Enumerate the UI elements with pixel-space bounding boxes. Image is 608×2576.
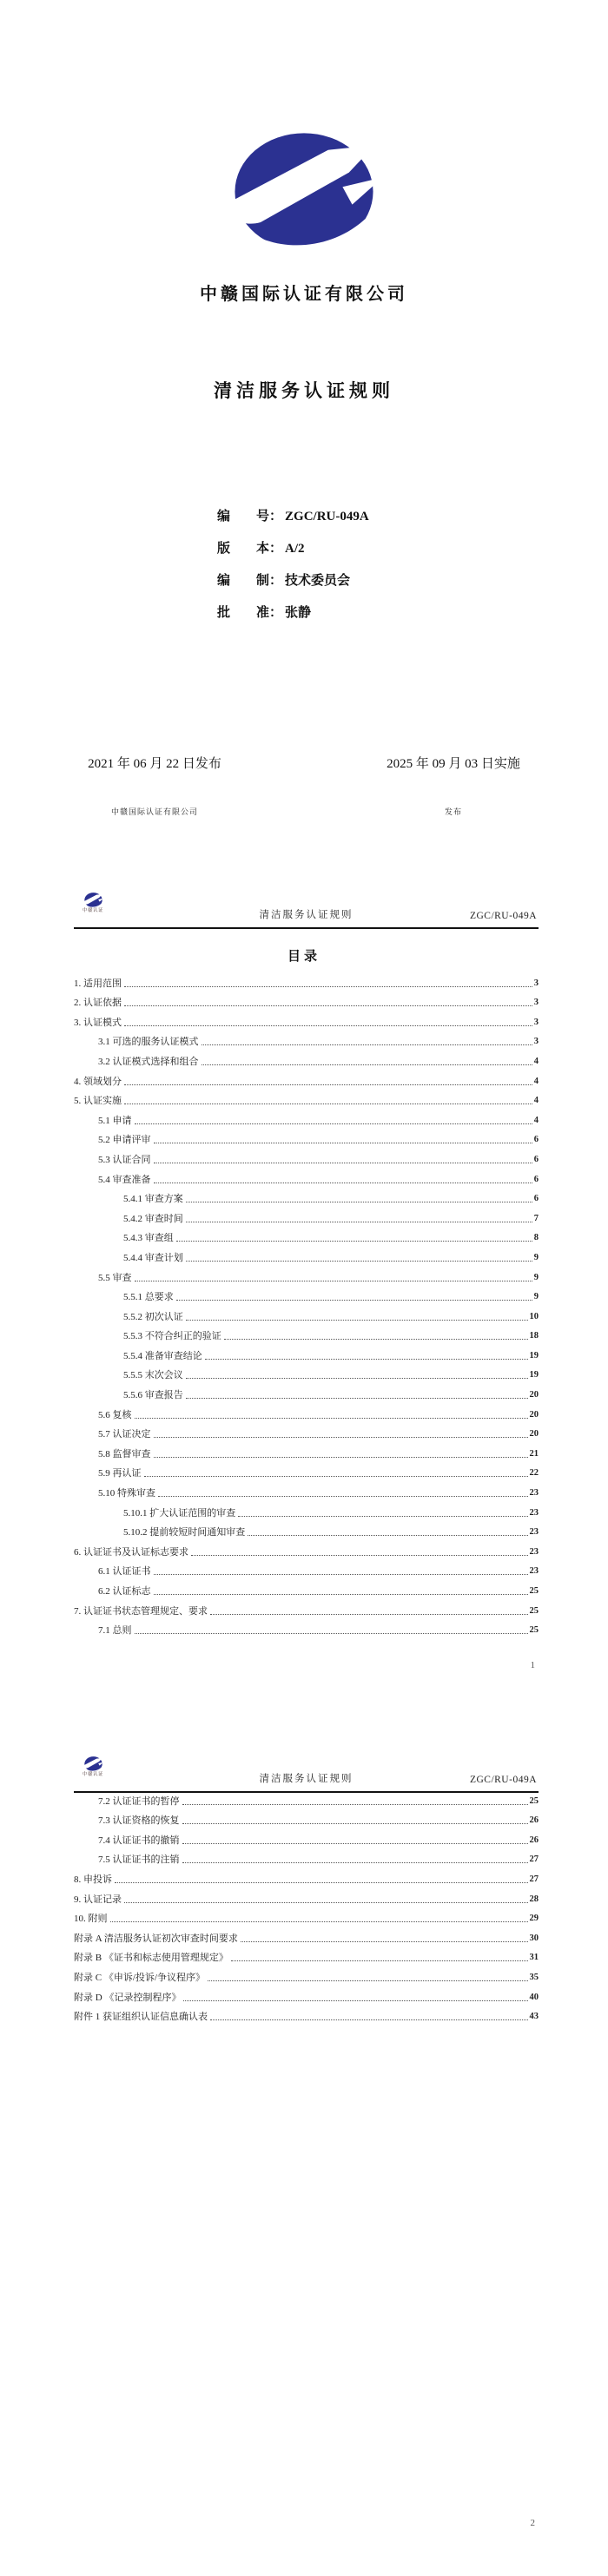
toc-entry bbox=[74, 1617, 539, 1637]
toc-dots bbox=[110, 1921, 528, 1922]
meta-label: 编 号： bbox=[217, 510, 283, 524]
toc-page-number: 6 bbox=[533, 1135, 539, 1145]
toc-entry bbox=[74, 1925, 539, 1945]
toc-entry-text: 5.3 认证合同 bbox=[98, 1154, 151, 1165]
toc-entry bbox=[74, 1886, 539, 1906]
toc-dots bbox=[186, 1378, 528, 1379]
toc-entry bbox=[74, 1558, 539, 1578]
toc-dots bbox=[124, 1005, 532, 1006]
toc-page-number: 25 bbox=[529, 1605, 539, 1616]
toc-page-number: 40 bbox=[529, 1992, 539, 2002]
toc-entry-text: 附录 D 《记录控制程序》 bbox=[74, 1992, 182, 2003]
toc-entry-text: 5.4.1 审查方案 bbox=[123, 1194, 183, 1205]
toc-entry-text: 6.2 认证标志 bbox=[98, 1586, 151, 1597]
implement-date: 2025 年 09 月 03 日实施 bbox=[387, 757, 520, 771]
toc-entry-text: 5.5.6 审查报告 bbox=[123, 1390, 183, 1401]
toc-page-number: 43 bbox=[529, 2012, 539, 2022]
toc-entry bbox=[74, 1009, 539, 1029]
company-name: 中赣国际认证有限公司 bbox=[200, 285, 408, 304]
toc-page-number: 22 bbox=[529, 1468, 539, 1479]
toc-entry bbox=[74, 1205, 539, 1225]
toc-entry-text: 3.1 可选的服务认证模式 bbox=[98, 1037, 199, 1048]
toc-dots bbox=[124, 986, 532, 987]
toc-page-number: 6 bbox=[533, 1194, 539, 1204]
toc-page-2 bbox=[0, 1741, 608, 2576]
toc-dots bbox=[241, 1941, 528, 1942]
toc-page-number: 25 bbox=[529, 1795, 539, 1806]
meta-value: 张静 bbox=[285, 606, 312, 620]
toc-page-number: 3 bbox=[533, 1017, 539, 1027]
toc-dots bbox=[182, 1862, 528, 1863]
toc-page-number: 18 bbox=[529, 1331, 539, 1341]
toc-page-number: 23 bbox=[529, 1566, 539, 1577]
company-logo-icon bbox=[214, 126, 394, 254]
toc-entry bbox=[74, 1538, 539, 1558]
toc-entry bbox=[74, 1244, 539, 1264]
toc-dots bbox=[202, 1044, 532, 1045]
toc-entry bbox=[74, 1186, 539, 1206]
meta-value: A/2 bbox=[285, 542, 305, 556]
toc-entry bbox=[74, 1460, 539, 1480]
toc-page-number: 27 bbox=[529, 1855, 539, 1865]
toc-entry-text: 5.5.2 初次认证 bbox=[123, 1311, 183, 1322]
toc-dots bbox=[210, 2019, 528, 2020]
header-doc-code: ZGC/RU-049A bbox=[469, 1775, 537, 1785]
toc-page-number: 4 bbox=[533, 1056, 539, 1066]
toc-entry bbox=[74, 1225, 539, 1245]
toc-entry bbox=[74, 1499, 539, 1519]
toc-dots bbox=[183, 2000, 527, 2001]
toc-dots bbox=[208, 1980, 528, 1981]
toc-entry-text: 5.10.1 扩大认证范围的审查 bbox=[123, 1507, 236, 1519]
toc-dots bbox=[224, 1339, 528, 1340]
toc-entry bbox=[74, 1284, 539, 1304]
toc-dots bbox=[154, 1594, 528, 1595]
toc-page-number: 9 bbox=[533, 1252, 539, 1262]
toc-entry-text: 5.4 审查准备 bbox=[98, 1174, 151, 1185]
header-doc-code: ZGC/RU-049A bbox=[469, 911, 537, 921]
toc-page-number: 23 bbox=[529, 1546, 539, 1557]
header-doc-title: 清洁服务认证规则 bbox=[259, 1774, 354, 1784]
toc-page-number: 27 bbox=[529, 1874, 539, 1884]
toc-entry bbox=[74, 1906, 539, 1926]
toc-entry-text: 1. 适用范围 bbox=[74, 978, 122, 989]
header-doc-title: 清洁服务认证规则 bbox=[259, 910, 354, 920]
toc-dots bbox=[182, 1823, 528, 1824]
toc-page-number: 25 bbox=[529, 1625, 539, 1636]
toc-entry bbox=[74, 1342, 539, 1362]
toc-dots bbox=[135, 1418, 528, 1419]
toc-page-number: 9 bbox=[533, 1272, 539, 1282]
toc-page-number: 7 bbox=[533, 1213, 539, 1223]
meta-row bbox=[217, 538, 369, 570]
toc-dots bbox=[124, 1902, 528, 1903]
toc-entry-text: 附件 1 获证组织认证信息确认表 bbox=[74, 2012, 208, 2023]
toc-entry-text: 5.7 认证决定 bbox=[98, 1429, 151, 1440]
toc-page-number: 6 bbox=[533, 1154, 539, 1164]
toc-entry bbox=[74, 1847, 539, 1867]
toc-entry bbox=[74, 1127, 539, 1147]
toc-dots bbox=[186, 1261, 532, 1262]
cover-meta-block bbox=[217, 506, 369, 635]
meta-label: 编 制： bbox=[217, 574, 283, 588]
toc-entry-text: 5.5.1 总要求 bbox=[123, 1292, 174, 1303]
toc-dots bbox=[231, 1960, 528, 1961]
toc-dots bbox=[210, 1614, 528, 1615]
toc-entry-text: 3.2 认证模式选择和组合 bbox=[98, 1056, 199, 1067]
toc-page-number: 20 bbox=[529, 1409, 539, 1420]
toc-page-number: 10 bbox=[529, 1311, 539, 1321]
document-title: 清洁服务认证规则 bbox=[214, 380, 394, 401]
toc-dots bbox=[186, 1320, 528, 1321]
toc-entry bbox=[74, 1964, 539, 1984]
toc-entry-text: 6.1 认证证书 bbox=[98, 1566, 151, 1578]
toc-dots bbox=[202, 1064, 532, 1065]
header-logo-caption: 中赣认证 bbox=[82, 908, 103, 913]
toc-entry-text: 7.4 认证证书的撤销 bbox=[98, 1835, 180, 1846]
toc-entry bbox=[74, 1107, 539, 1127]
toc-page-number: 4 bbox=[533, 1115, 539, 1125]
toc-dots bbox=[158, 1496, 528, 1497]
toc-entry bbox=[74, 1519, 539, 1539]
toc-entry bbox=[74, 1479, 539, 1499]
toc-page-number: 29 bbox=[529, 1914, 539, 1924]
toc-dots bbox=[238, 1516, 527, 1517]
toc-page-number: 19 bbox=[529, 1350, 539, 1360]
toc-dots bbox=[144, 1476, 528, 1477]
toc-page-number: 28 bbox=[529, 1894, 539, 1904]
toc-page-number: 9 bbox=[533, 1292, 539, 1302]
cover-footer-publish: 发布 bbox=[444, 807, 462, 816]
toc-entry bbox=[74, 1945, 539, 1965]
toc-list-part2 bbox=[74, 1788, 539, 2023]
toc-dots bbox=[182, 1843, 528, 1844]
toc-entry-text: 9. 认证记录 bbox=[74, 1894, 122, 1905]
toc-entry bbox=[74, 970, 539, 990]
toc-entry bbox=[74, 1323, 539, 1343]
meta-label: 批 准： bbox=[217, 606, 283, 620]
toc-entry bbox=[74, 1068, 539, 1088]
toc-entry-text: 5.10 特殊审查 bbox=[98, 1488, 155, 1499]
toc-entry-text: 5.4.3 审查组 bbox=[123, 1233, 174, 1244]
toc-entry-text: 2. 认证依据 bbox=[74, 998, 122, 1009]
toc-entry bbox=[74, 1440, 539, 1460]
toc-entry bbox=[74, 1788, 539, 1808]
meta-value: 技术委员会 bbox=[285, 574, 351, 588]
toc-page-number: 4 bbox=[533, 1076, 539, 1086]
toc-page-number: 6 bbox=[533, 1174, 539, 1184]
toc-entry bbox=[74, 1048, 539, 1068]
toc-dots bbox=[115, 1882, 528, 1883]
toc-page-number: 4 bbox=[533, 1096, 539, 1106]
toc-entry-text: 5.9 再认证 bbox=[98, 1468, 142, 1479]
toc-entry bbox=[74, 1264, 539, 1284]
toc-entry bbox=[74, 1808, 539, 1828]
toc-entry-text: 6. 认证证书及认证标志要求 bbox=[74, 1546, 188, 1558]
toc-entry-text: 3. 认证模式 bbox=[74, 1017, 122, 1028]
toc-page-number: 35 bbox=[529, 1972, 539, 1982]
toc-dots bbox=[176, 1300, 532, 1301]
toc-page-number: 20 bbox=[529, 1390, 539, 1400]
toc-entry-text: 7.1 总则 bbox=[98, 1625, 132, 1637]
header-logo-caption: 中赣认证 bbox=[82, 1772, 103, 1777]
toc-page-number: 31 bbox=[529, 1953, 539, 1963]
toc-list-part1 bbox=[74, 970, 539, 1637]
toc-page-number: 23 bbox=[529, 1488, 539, 1499]
cover-footer-company: 中赣国际认证有限公司 bbox=[110, 807, 198, 816]
toc-entry-text: 5.4.4 审查计划 bbox=[123, 1252, 183, 1263]
toc-page-1 bbox=[0, 877, 608, 1741]
toc-page-number: 30 bbox=[529, 1933, 539, 1943]
toc-page-number: 20 bbox=[529, 1429, 539, 1440]
toc-page-number: 8 bbox=[533, 1233, 539, 1243]
toc-entry bbox=[74, 1166, 539, 1186]
toc-entry-text: 4. 领域划分 bbox=[74, 1076, 122, 1087]
toc-entry bbox=[74, 1401, 539, 1421]
toc-entry-text: 附录 B 《证书和标志使用管理规定》 bbox=[74, 1953, 228, 1964]
toc-page-number: 3 bbox=[533, 998, 539, 1008]
toc-dots bbox=[186, 1398, 528, 1399]
toc-entry-text: 10. 附则 bbox=[74, 1914, 108, 1925]
meta-label: 版 本： bbox=[217, 542, 283, 556]
toc-entry bbox=[74, 1984, 539, 2004]
toc-entry bbox=[74, 1146, 539, 1166]
toc-entry bbox=[74, 1362, 539, 1382]
toc-dots bbox=[248, 1535, 527, 1536]
toc-entry-text: 5.5.5 末次会议 bbox=[123, 1370, 183, 1381]
meta-value: ZGC/RU-049A bbox=[285, 510, 369, 524]
toc-dots bbox=[176, 1241, 532, 1242]
toc-dots bbox=[205, 1359, 528, 1360]
toc-page-number: 3 bbox=[533, 1037, 539, 1047]
meta-row bbox=[217, 603, 369, 635]
cover-page bbox=[0, 0, 608, 877]
toc-entry bbox=[74, 2004, 539, 2024]
toc-entry-text: 附录 A 清洁服务认证初次审查时间要求 bbox=[74, 1933, 238, 1944]
toc-entry-text: 7. 认证证书状态管理规定、要求 bbox=[74, 1605, 208, 1617]
toc-dots bbox=[124, 1025, 532, 1026]
toc-page-number: 26 bbox=[529, 1835, 539, 1845]
toc-entry bbox=[74, 1827, 539, 1847]
toc-entry-text: 7.3 认证资格的恢复 bbox=[98, 1815, 180, 1827]
page-number: 1 bbox=[530, 1660, 535, 1670]
toc-entry bbox=[74, 1598, 539, 1617]
toc-entry-text: 8. 申投诉 bbox=[74, 1874, 112, 1885]
toc-dots bbox=[191, 1555, 528, 1556]
toc-entry-text: 5. 认证实施 bbox=[74, 1096, 122, 1107]
toc-entry bbox=[74, 1088, 539, 1108]
toc-entry bbox=[74, 1421, 539, 1441]
toc-dots bbox=[124, 1084, 532, 1085]
running-header bbox=[74, 889, 539, 929]
toc-entry-text: 5.5.3 不符合纠正的验证 bbox=[123, 1331, 221, 1342]
toc-dots bbox=[154, 1437, 528, 1438]
toc-dots bbox=[182, 1804, 528, 1805]
toc-dots bbox=[135, 1123, 532, 1124]
toc-page-number: 26 bbox=[529, 1815, 539, 1826]
toc-page-number: 3 bbox=[533, 978, 539, 988]
toc-dots bbox=[154, 1457, 528, 1458]
page-number: 2 bbox=[530, 2518, 535, 2528]
toc-entry bbox=[74, 1578, 539, 1598]
toc-entry bbox=[74, 1381, 539, 1401]
toc-page-number: 25 bbox=[529, 1586, 539, 1596]
toc-entry bbox=[74, 1029, 539, 1049]
toc-heading: 目录 bbox=[287, 950, 321, 964]
meta-row bbox=[217, 570, 369, 603]
toc-page-number: 23 bbox=[529, 1507, 539, 1518]
toc-dots bbox=[154, 1574, 528, 1575]
toc-page-number: 19 bbox=[529, 1370, 539, 1380]
toc-entry-text: 5.8 监督审查 bbox=[98, 1448, 151, 1459]
toc-entry bbox=[74, 1303, 539, 1323]
toc-entry-text: 附录 C 《申诉/投诉/争议程序》 bbox=[74, 1972, 205, 1983]
meta-row bbox=[217, 506, 369, 538]
toc-entry-text: 5.5.4 准备审查结论 bbox=[123, 1350, 202, 1361]
release-date: 2021 年 06 月 22 日发布 bbox=[88, 757, 221, 771]
toc-entry-text: 5.5 审查 bbox=[98, 1272, 132, 1283]
toc-entry bbox=[74, 1866, 539, 1886]
toc-entry-text: 5.10.2 提前较短时间通知审查 bbox=[123, 1527, 246, 1538]
toc-entry-text: 5.2 申请评审 bbox=[98, 1135, 151, 1146]
toc-entry-text: 5.1 申请 bbox=[98, 1115, 132, 1126]
toc-entry-text: 5.6 复核 bbox=[98, 1409, 132, 1420]
toc-entry-text: 7.2 认证证书的暂停 bbox=[98, 1795, 180, 1807]
toc-page-number: 23 bbox=[529, 1527, 539, 1538]
toc-page-number: 21 bbox=[529, 1448, 539, 1459]
toc-entry bbox=[74, 990, 539, 1010]
toc-dots bbox=[135, 1633, 528, 1634]
toc-entry-text: 5.4.2 审查时间 bbox=[123, 1213, 183, 1224]
toc-entry-text: 7.5 认证证书的注销 bbox=[98, 1855, 180, 1866]
